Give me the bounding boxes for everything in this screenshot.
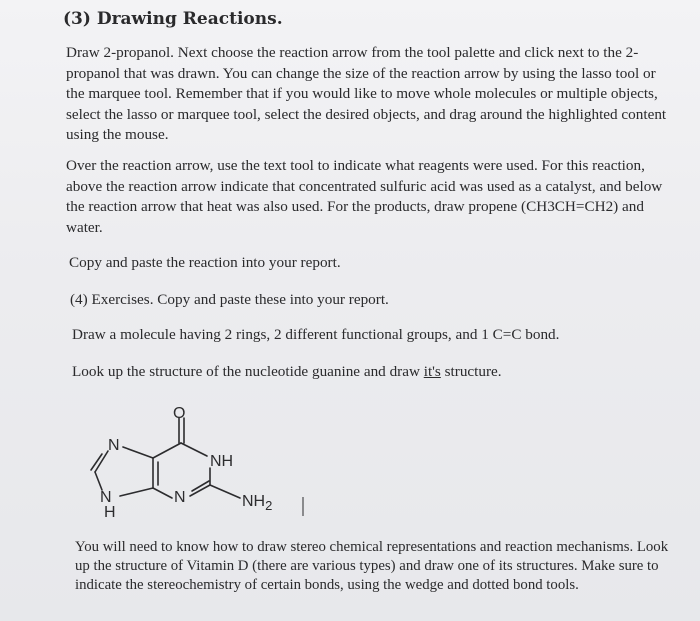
guanine-text-end: structure. [440, 363, 502, 380]
bond-c4-n3 [153, 488, 172, 498]
section-4-heading: (4) Exercises. Copy and paste these into your report. [70, 291, 389, 308]
section-3-heading: (3) Drawing Reactions. [63, 9, 283, 29]
atom-n-top: N [108, 437, 120, 454]
paragraph-reaction-arrow: Over the reaction arrow, use the text tool to indicate what reagents were used. For this reaction, above the reaction arrow indicate that concentrated sulfuric acid was used as a catalyst, and below the reaction arrow that heat was also used. For the products, draw propene (CH3CH=CH2) and water. [66, 157, 663, 236]
atom-h-left: H [104, 504, 116, 521]
atom-n-left: N [100, 489, 112, 506]
bond-c8-n9 [95, 472, 102, 490]
atom-n-bottom: N [174, 489, 186, 506]
bond-c6-c5 [153, 443, 181, 458]
atom-oxygen: O [173, 405, 186, 422]
underlined-word: it's [423, 363, 441, 380]
guanine-text-start: Look up the structure of the nucleotide guanine and draw [72, 363, 424, 380]
paragraph-draw-propanol: Draw 2-propanol. Next choose the reaction arrow from the tool palette and click next to the 2-propanol that was drawn. You can change the size of the reaction arrow by using the lasso tool or the marquee tool. Remember that if you would like to move whole molecules or multiple objects, select the lasso or marquee tool, select the desired objects, and drag around the highlighted content using the mouse. [66, 44, 667, 143]
atom-nh2-subscript: 2 [265, 498, 273, 513]
paragraph-vitamin-d: You will need to know how to draw stereo chemical representations and reaction mechanisms. Look up the structure of Vitamin D (there are various types) and draw one of its structures. Make sure to indicate the stereochemistry of certain bonds, using the wedge and dotted bond tools. [75, 539, 669, 593]
paragraph-copy-reaction: Copy and paste the reaction into your report. [69, 254, 341, 271]
bond-c5-n7 [123, 447, 153, 458]
bond-c6-n1 [181, 443, 207, 456]
atom-nh2-main: NH [242, 493, 266, 510]
paragraph-two-rings: Draw a molecule having 2 rings, 2 different functional groups, and 1 C=C bond. [72, 326, 560, 343]
bond-n9-c4 [120, 488, 153, 496]
bond-c2-nh2 [210, 485, 240, 498]
guanine-structure [80, 398, 340, 533]
paragraph-guanine [72, 362, 677, 383]
atom-nh2 [242, 493, 272, 513]
atom-nh: NH [210, 453, 234, 470]
